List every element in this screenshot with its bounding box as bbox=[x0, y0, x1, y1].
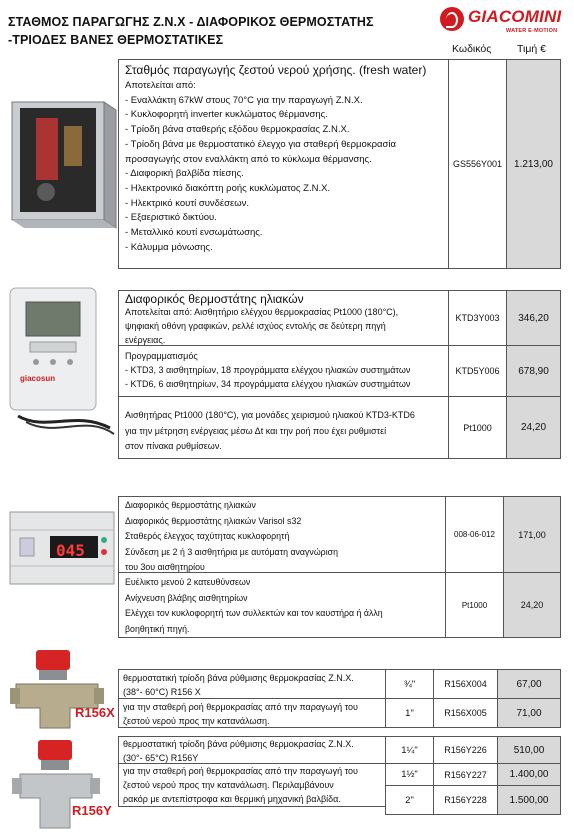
desc-line: θερμοστατική τρίοδη βάνα ρύθμισης θερμοκρασίας Ζ.Ν.Χ. bbox=[123, 673, 354, 683]
code-cell: R156X005 bbox=[433, 698, 498, 728]
desc-line: στον πίνακα ρυθμίσεων. bbox=[125, 441, 222, 451]
varisol-controller-image bbox=[6, 508, 118, 588]
size-cell: 1½" bbox=[385, 763, 434, 786]
page-title: ΣΤΑΘΜΟΣ ΠΑΡΑΓΩΓΗΣ Ζ.Ν.Χ - ΔΙΑΦΟΡΙΚΟΣ ΘΕΡΜΟΣΤΑΤΗΣ bbox=[8, 15, 374, 29]
section2-row2-description bbox=[125, 349, 410, 392]
brand-tagline: WATER E-MOTION bbox=[506, 28, 558, 34]
brand-logo bbox=[440, 6, 570, 40]
desc-line: Αισθητήρας Pt1000 (180°C), για μονάδες χειρισμού ηλιακού KTD3-KTD6 bbox=[125, 410, 415, 420]
section2-heading: Διαφορικός θερμοστάτης ηλιακών bbox=[125, 292, 304, 306]
section3-row1-description bbox=[125, 498, 338, 576]
r156x-description bbox=[123, 671, 354, 699]
desc-line: (30°- 65°C) R156Y bbox=[123, 753, 199, 763]
desc-line: ρακόρ με αντεπίστροφα και θερμική μηχανική βαλβίδα. bbox=[123, 794, 341, 804]
fresh-water-station-image bbox=[6, 92, 118, 240]
desc-line: θερμοστατική τρίοδη βάνα ρύθμισης θερμοκρασίας Ζ.Ν.Χ. bbox=[123, 739, 354, 749]
desc-line: Ευέλικτο μενού 2 κατευθύνσεων bbox=[125, 577, 251, 587]
section2-row1-price: 346,20 bbox=[506, 290, 561, 346]
section2-row1-code: KTD3Y003 bbox=[448, 290, 507, 346]
code-cell: R156Y226 bbox=[433, 736, 498, 764]
size-cell: 1" bbox=[385, 698, 434, 728]
price-cell: 1.400,00 bbox=[497, 763, 561, 786]
r156x-desc-box bbox=[118, 669, 386, 699]
section2-row3-price: 24,20 bbox=[506, 396, 561, 459]
desc-line: Σταθερός έλεγχος ταχύτητας κυκλοφορητή bbox=[125, 531, 290, 542]
r156y-desc-box bbox=[118, 736, 386, 764]
section2-row2-code: KTD5Y006 bbox=[448, 345, 507, 397]
device-brand-label: giacosun bbox=[20, 374, 56, 383]
page-subtitle: -ΤΡΙΟΔΕΣ ΒΑΝΕΣ ΘΕΡΜΟΣΤΑΤΙΚΕΣ bbox=[8, 33, 224, 47]
code-cell: R156X004 bbox=[433, 669, 498, 699]
desc-line: - KTD3, 3 αισθητηρίων, 18 προγράμματα ελέγχου ηλιακών συστημάτων bbox=[125, 365, 411, 376]
price-cell: 1.500,00 bbox=[497, 785, 561, 815]
desc-line: - KTD6, 6 αισθητηρίων, 34 προγράμματα ελέγχου ηλιακών συστημάτων bbox=[125, 379, 411, 390]
desc-line: - Τρίοδη βάνα σταθερής εξόδου θερμοκρασίας Ζ.Ν.Χ. bbox=[125, 124, 350, 136]
column-header-code: Κωδικός bbox=[452, 43, 492, 55]
size-cell: ¾" bbox=[385, 669, 434, 699]
brand-name: GIACOMINI bbox=[468, 7, 562, 26]
price-cell: 71,00 bbox=[497, 698, 561, 728]
desc-line: για την μέτρηση ενέργειας μέσω Δt και την ροή που έχει ρυθμιστεί bbox=[125, 425, 387, 436]
desc-line: - Μεταλλικό κουτί ενσωμάτωσης. bbox=[125, 227, 263, 239]
section1-price: 1.213,00 bbox=[506, 59, 561, 269]
desc-line: - Τρίοδη βάνα με θερμοστατικό έλεγχο για σταθερή θερμοκρασία bbox=[125, 138, 396, 150]
section3-row2-code: Pt1000 bbox=[445, 572, 504, 638]
size-cell: 2" bbox=[385, 785, 434, 815]
section3-row1-price: 171,00 bbox=[503, 496, 561, 573]
desc-line: - Εξαεριστικό δικτύου. bbox=[125, 212, 217, 224]
section2-row3-box bbox=[118, 396, 449, 459]
section1-description-box bbox=[118, 59, 449, 269]
valve-label-r156x: R156X bbox=[75, 705, 115, 720]
desc-line: Αποτελείται από: Αισθητήριο ελέγχου θερμοκρασίας Pt1000 (180°C), bbox=[125, 307, 399, 317]
section1-description bbox=[125, 79, 396, 255]
r156x-desc2-box bbox=[118, 698, 386, 728]
r156x-description-2 bbox=[123, 700, 358, 728]
section2-row1-description bbox=[125, 305, 398, 348]
desc-line: - Διαφορική βαλβίδα πίεσης. bbox=[125, 168, 244, 180]
size-cell: 1¼" bbox=[385, 736, 434, 764]
price-cell: 510,00 bbox=[497, 736, 561, 764]
desc-line: Αποτελείται από: bbox=[125, 80, 196, 91]
desc-line: του 3ου αισθητηρίου bbox=[125, 562, 205, 573]
section3-row2-price: 24,20 bbox=[503, 572, 561, 638]
desc-line: - Ηλεκτρικό κουτί συνδέσεων. bbox=[125, 197, 250, 209]
section3-row2-description bbox=[125, 575, 383, 637]
desc-line: ζεστού νερού προς την κατανάλωση. bbox=[123, 716, 270, 726]
section1-code: GS556Y001 bbox=[448, 59, 507, 269]
section3-row1-box bbox=[118, 496, 446, 573]
r156y-description bbox=[123, 737, 354, 765]
valve-label-r156y: R156Y bbox=[72, 803, 112, 818]
desc-line: - Κάλυμμα μόνωσης. bbox=[125, 241, 213, 253]
code-cell: R156Y227 bbox=[433, 763, 498, 786]
desc-line: ενέργειας. bbox=[125, 335, 166, 346]
r156y-desc2-box bbox=[118, 763, 386, 807]
section2-row3-code: Pt1000 bbox=[448, 396, 507, 459]
section3-row2-box bbox=[118, 572, 446, 638]
desc-line: Ελέγχει τον κυκλοφορητή των συλλεκτών και τον καυστήρα ή άλλη bbox=[125, 608, 383, 619]
desc-line: - Κυκλοφορητή inverter κυκλώματος θέρμανσης. bbox=[125, 109, 328, 121]
desc-line: Σύνδεση με 2 ή 3 αισθητήρια με αυτόματη αναγνώριση bbox=[125, 546, 338, 557]
brand-mark-icon bbox=[440, 7, 464, 31]
section1-heading: Σταθμός παραγωγής ζεστού νερού χρήσης. (fresh water) bbox=[125, 63, 427, 77]
desc-line: Διαφορικός θερμοστάτης ηλιακών bbox=[125, 500, 256, 510]
section2-row1-box bbox=[118, 290, 449, 346]
desc-line: ψηφιακή οθόνη γραφικών, ρελλέ ισχύος εντολής σε δεύτερη πηγή bbox=[125, 321, 386, 332]
desc-line: - Ηλεκτρονικό διακόπτη ροής κυκλώματος Ζ.Ν.Χ. bbox=[125, 182, 331, 194]
desc-line: για την σταθερή ροή θερμοκρασίας από την παραγωγή του bbox=[123, 766, 358, 776]
desc-line: Προγραμματισμός bbox=[125, 351, 198, 361]
desc-line: - Εναλλάκτη 67kW στους 70°C για την παραγωγή Ζ.Ν.Χ. bbox=[125, 94, 363, 106]
section3-row1-code: 008-06-012 bbox=[445, 496, 504, 573]
section2-row2-box bbox=[118, 345, 449, 397]
solar-controller-image bbox=[6, 282, 118, 442]
desc-line: ζεστού νερού προς την κατανάλωση. Περιλαμβάνουν bbox=[123, 780, 334, 790]
display-readout: 045 bbox=[56, 541, 85, 560]
column-header-price: Τιμή € bbox=[517, 43, 547, 55]
section2-row3-description bbox=[125, 408, 415, 455]
code-cell: R156Y228 bbox=[433, 785, 498, 815]
desc-line: βοηθητική πηγή. bbox=[125, 623, 190, 634]
desc-line: (38°- 60°C) R156 X bbox=[123, 687, 201, 697]
valve-r156y-image bbox=[8, 738, 114, 834]
price-cell: 67,00 bbox=[497, 669, 561, 699]
desc-line: προσαγωγής στον εναλλάκτη από το κύκλωμα θέρμανσης. bbox=[125, 153, 372, 165]
r156y-description-2 bbox=[123, 764, 358, 806]
desc-line: Ανίχνευση βλάβης αισθητηρίων bbox=[125, 592, 248, 603]
desc-line: για την σταθερή ροή θερμοκρασίας από την παραγωγή του bbox=[123, 702, 358, 712]
section2-row2-price: 678,90 bbox=[506, 345, 561, 397]
desc-line: Διαφορικός θερμοστάτης ηλιακών Varisol s32 bbox=[125, 515, 302, 526]
